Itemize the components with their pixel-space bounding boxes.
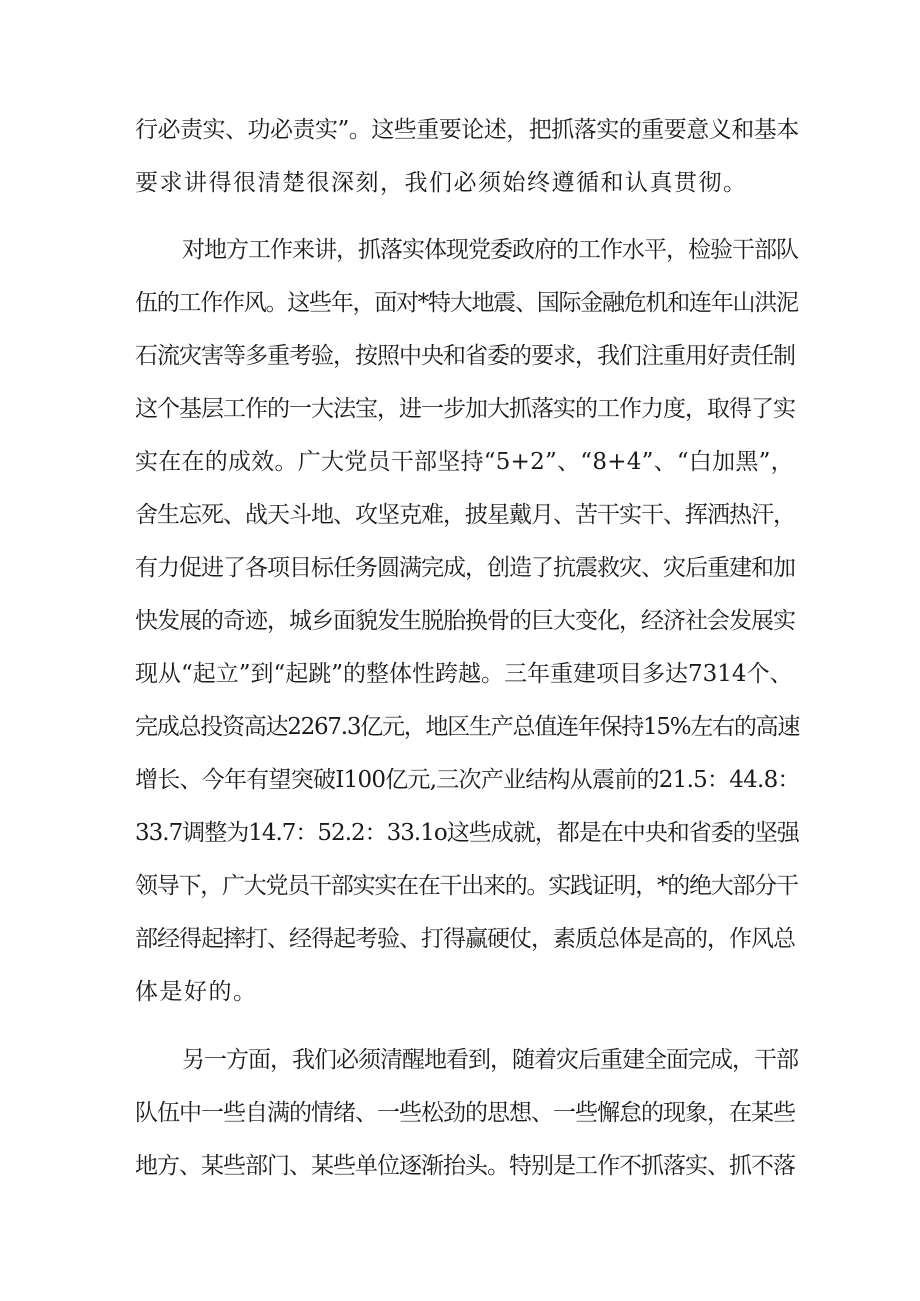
text-line: 伍的工作作风。这些年，面对*特大地震、国际金融危机和连年山洪泥 [135, 290, 798, 316]
text-line: 实在在的成效。广大党员干部坚持“5+2”、“8+4”、“白加黑”， [135, 449, 794, 475]
text-line: 这个基层工作的一大法宝，进一步加大抓落实的工作力度，取得了实 [135, 396, 795, 422]
text-line: 要求讲得很清楚很深刻，我们必须始终遵循和认真贯彻。 [135, 170, 748, 196]
text-line: 快发展的奇迹，城乡面貌发生脱胎换骨的巨大变化，经济社会发展实 [135, 608, 795, 634]
text-line: 舍生忘死、战天斗地、攻坚克难，披星戴月、苦干实干、挥洒热汗， [135, 502, 795, 528]
text-line: 另一方面，我们必须清醒地看到，随着灾后重建全面完成，干部 [182, 1047, 798, 1073]
text-line: 33.7调整为14.7：52.2：33.1o这些成就，都是在中央和省委的坚强 [135, 820, 799, 846]
text-line: 队伍中一些自满的情绪、一些松劲的思想、一些懈怠的现象，在某些 [135, 1100, 795, 1126]
text-line: 体是好的。 [135, 979, 258, 1005]
text-line: 行必责实、功必责实”。这些重要论述，把抓落实的重要意义和基本 [135, 117, 799, 143]
text-line: 增长、今年有望突破I100亿元,三次产业结构从震前的21.5：44.8： [135, 767, 800, 793]
text-line: 完成总投资高达2267.3亿元，地区生产总值连年保持15%左右的高速 [135, 714, 800, 740]
text-line: 现从“起立”到“起跳”的整体性跨越。三年重建项目多达7314个、 [135, 661, 793, 687]
text-line: 石流灾害等多重考验，按照中央和省委的要求，我们注重用好责任制 [135, 343, 795, 369]
text-line: 有力促进了各项目标任务圆满完成，创造了抗震救灾、灾后重建和加 [135, 555, 795, 581]
text-line: 领导下，广大党员干部实实在在干出来的。实践证明，*的绝大部分干 [135, 873, 798, 899]
text-line: 对地方工作来讲，抓落实体现党委政府的工作水平，检验干部队 [182, 237, 798, 263]
text-line: 部经得起摔打、经得起考验、打得赢硬仗，素质总体是高的，作风总 [135, 926, 795, 952]
text-line: 地方、某些部门、某些单位逐渐抬头。特别是工作不抓落实、抓不落 [135, 1153, 795, 1179]
